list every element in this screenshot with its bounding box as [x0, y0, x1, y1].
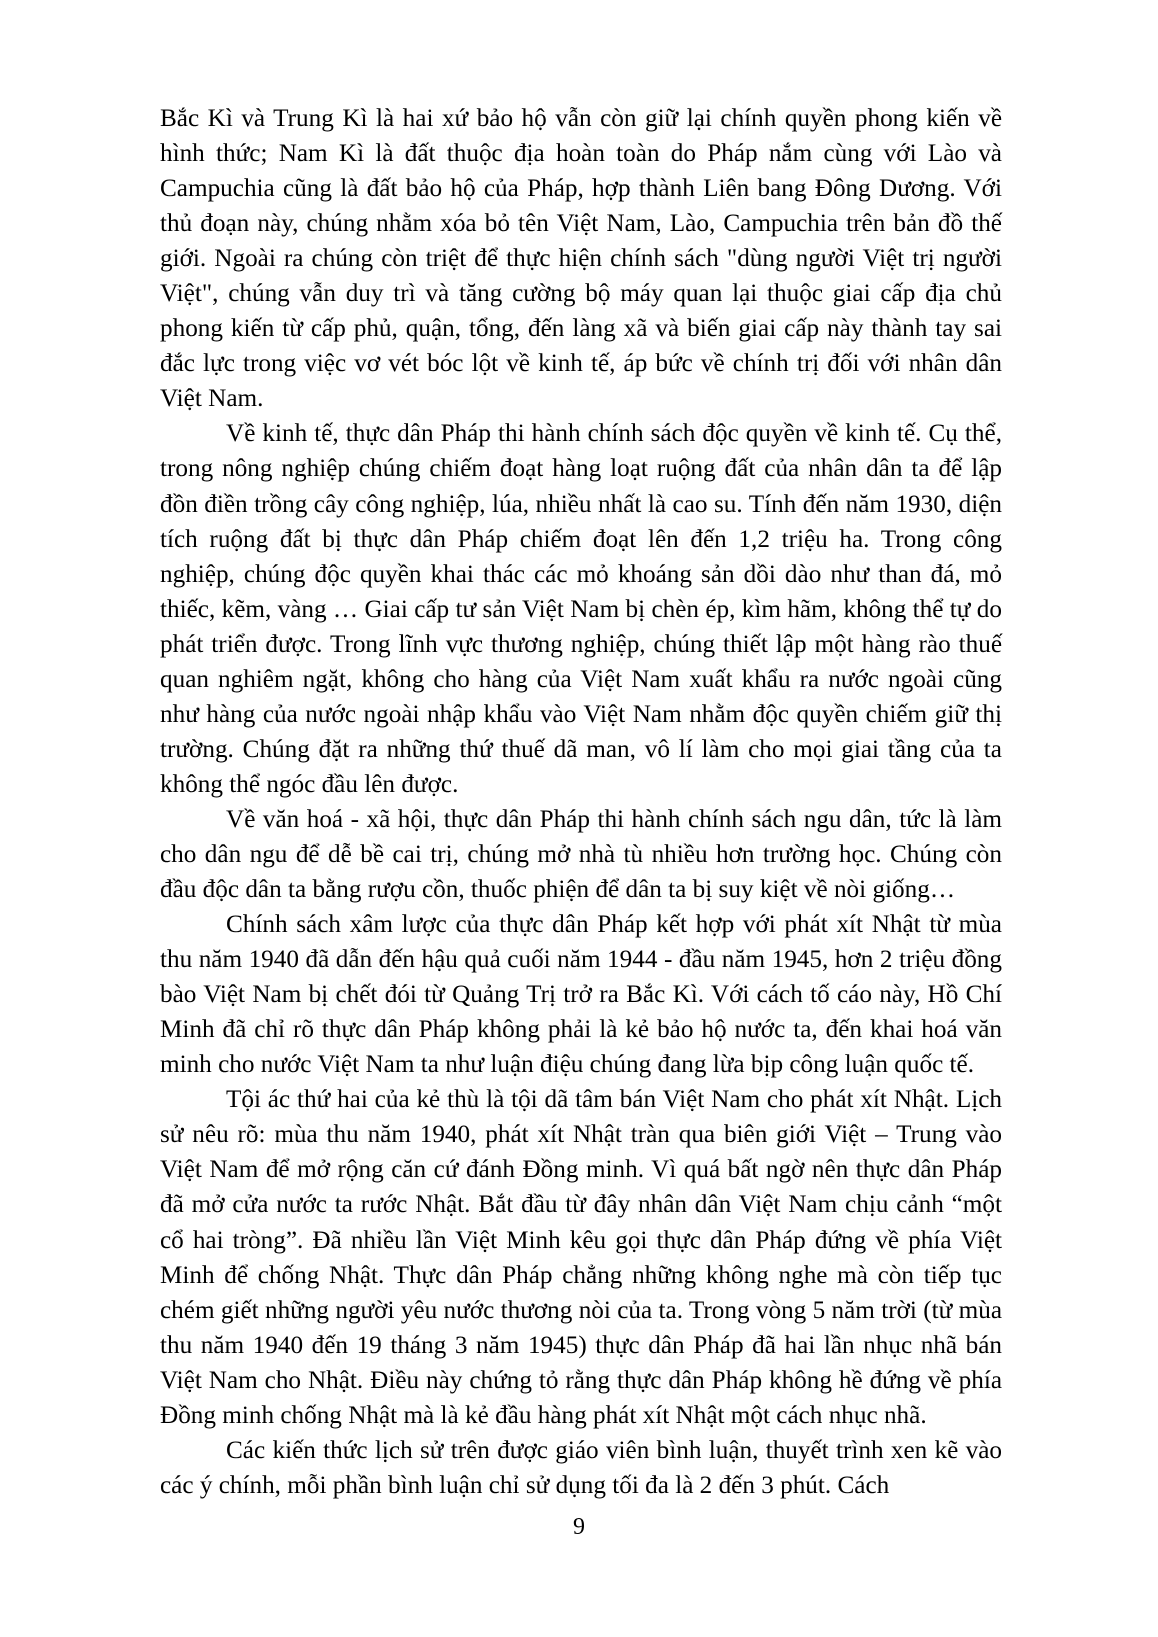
paragraph-2: Về kinh tế, thực dân Pháp thi hành chính sách độc quyền về kinh tế. Cụ thể, trong nông nghiệp chúng chiếm đoạt hàng loạt ruộng đất của nhân dân ta để lập đồn điền trồng cây công nghiệp, lúa, nhiều nhất là cao su. Tính đến năm 1930, diện tích ruộng đất bị thực dân Pháp chiếm đoạt lên đến 1,2 triệu ha. Trong công nghiệp, chúng độc quyền khai thác các mỏ khoáng sản dồi dào như than đá, mỏ thiếc, kẽm, vàng … Giai cấp tư sản Việt Nam bị chèn ép, kìm hãm, không thể tự do phát triển được. Trong lĩnh vực thương nghiệp, chúng thiết lập một hàng rào thuế quan nghiêm ngặt, không cho hàng của Việt Nam xuất khẩu ra nước ngoài cũng như hàng của nước ngoài nhập khẩu vào Việt Nam nhằm độc quyền chiếm giữ thị trường. Chúng đặt ra những thứ thuế dã man, vô lí làm cho mọi giai tầng của ta không thể ngóc đầu lên được.	[160, 420, 1002, 798]
paragraph-4: Chính sách xâm lược của thực dân Pháp kết hợp với phát xít Nhật từ mùa thu năm 1940 đã dẫn đến hậu quả cuối năm 1944 - đầu năm 1945, hơn 2 triệu đồng bào Việt Nam bị chết đói từ Quảng Trị trở ra Bắc Kì. Với cách tố cáo này, Hồ Chí Minh đã chỉ rõ thực dân Pháp không phải là kẻ bảo hộ nước ta, đến khai hoá văn minh cho nước Việt Nam ta như luận điệu chúng đang lừa bịp công luận quốc tế.	[160, 911, 1002, 1079]
body-text	[160, 101, 1002, 1503]
paragraph-1: Bắc Kì và Trung Kì là hai xứ bảo hộ vẫn còn giữ lại chính quyền phong kiến về hình thức; Nam Kì là đất thuộc địa hoàn toàn do Pháp nắm cùng với Lào và Campuchia cũng là đất bảo hộ của Pháp, hợp thành Liên bang Đông Dương. Với thủ đoạn này, chúng nhằm xóa bỏ tên Việt Nam, Lào, Campuchia trên bản đồ thế giới. Ngoài ra chúng còn triệt để thực hiện chính sách "dùng người Việt trị người Việt", chúng vẫn duy trì và tăng cường bộ máy quan lại thuộc giai cấp địa chủ phong kiến từ cấp phủ, quận, tổng, đến làng xã và biến giai cấp này thành tay sai đắc lực trong việc vơ vét bóc lột về kinh tế, áp bức về chính trị đối với nhân dân Việt Nam.	[160, 105, 1002, 413]
paragraph-5: Tội ác thứ hai của kẻ thù là tội dã tâm bán Việt Nam cho phát xít Nhật. Lịch sử nêu rõ: mùa thu năm 1940, phát xít Nhật tràn qua biên giới Việt – Trung vào Việt Nam để mở rộng căn cứ đánh Đồng minh. Vì quá bất ngờ nên thực dân Pháp đã mở cửa nước ta rước Nhật. Bắt đầu từ đây nhân dân Việt Nam chịu cảnh “một cổ hai tròng”. Đã nhiều lần Việt Minh kêu gọi thực dân Pháp đứng về phía Việt Minh để chống Nhật. Thực dân Pháp chẳng những không nghe mà còn tiếp tục chém giết những người yêu nước thương nòi của ta. Trong vòng 5 năm trời (từ mùa thu năm 1940 đến 19 tháng 3 năm 1945) thực dân Pháp đã hai lần nhục nhã bán Việt Nam cho Nhật. Điều này chứng tỏ rằng thực dân Pháp không hề đứng về phía Đồng minh chống Nhật mà là kẻ đầu hàng phát xít Nhật một cách nhục nhã.	[160, 1086, 1002, 1429]
page-number: 9	[573, 1514, 585, 1540]
paragraph-6: Các kiến thức lịch sử trên được giáo viên bình luận, thuyết trình xen kẽ vào các ý chính, mỗi phần bình luận chỉ sử dụng tối đa là 2 đến 3 phút. Cách	[160, 1436, 1002, 1499]
paragraph-3: Về văn hoá - xã hội, thực dân Pháp thi hành chính sách ngu dân, tức là làm cho dân ngu để dễ bề cai trị, chúng mở nhà tù nhiều hơn trường học. Chúng còn đầu độc dân ta bằng rượu cồn, thuốc phiện để dân ta bị suy kiệt về nòi giống…	[160, 805, 1002, 904]
